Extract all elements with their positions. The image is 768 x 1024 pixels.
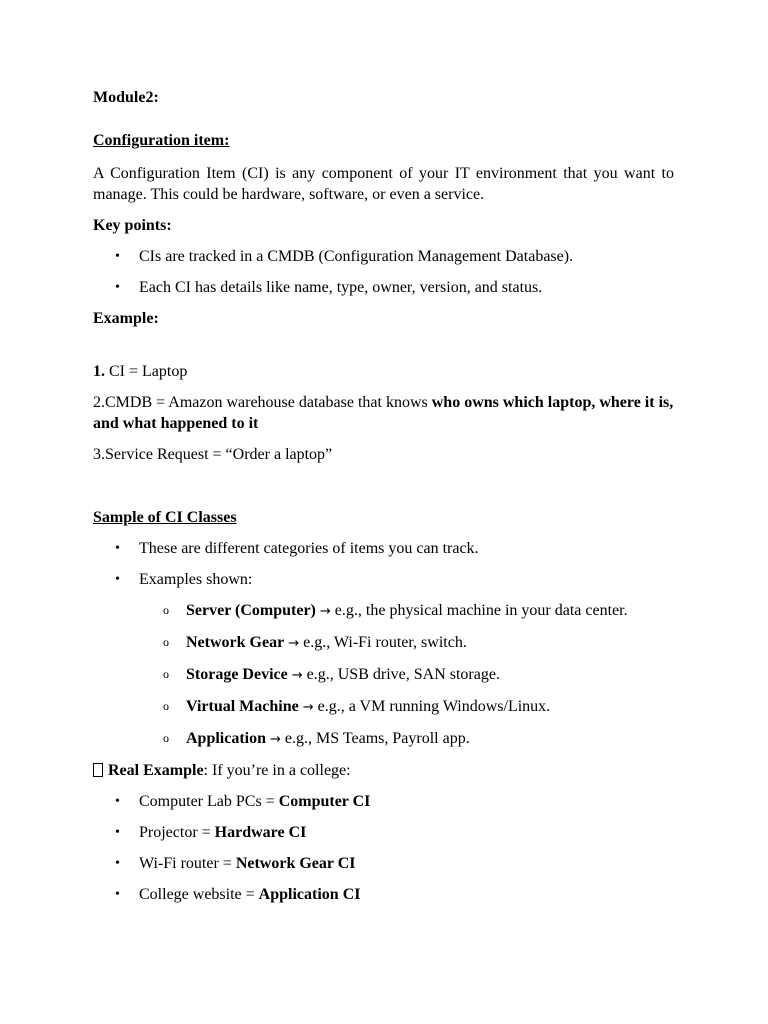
list-item <box>93 696 674 718</box>
missing-glyph-icon <box>93 763 103 777</box>
classes-point-text: These are different categories of items you can track. <box>139 540 479 557</box>
bullet-icon: • <box>115 794 120 809</box>
class-desc: e.g., MS Teams, Payroll app. <box>280 730 470 747</box>
circle-bullet-icon: o <box>163 603 169 617</box>
real-example-rest: : If you’re in a college: <box>203 762 351 779</box>
document-page <box>93 87 674 905</box>
circle-bullet-icon: o <box>163 635 169 649</box>
key-point-text: CIs are tracked in a CMDB (Configuration Management Database). <box>139 248 574 265</box>
list-item <box>93 277 674 298</box>
example-2 <box>93 392 674 434</box>
real-example-list <box>93 791 674 905</box>
list-item <box>93 246 674 267</box>
arrow-right-icon: → <box>270 732 281 747</box>
classes-heading: Sample of CI Classes <box>93 509 237 526</box>
arrow-right-icon: → <box>302 700 314 715</box>
real-example-line <box>93 760 674 781</box>
class-name: Application <box>186 730 267 747</box>
ci-heading: Configuration item: <box>93 132 230 149</box>
arrow-right-icon: → <box>319 604 331 619</box>
classes-point-text: Examples shown: <box>139 571 253 588</box>
class-desc: e.g., the physical machine in your data center. <box>330 602 628 619</box>
real-item-bold: Network Gear CI <box>235 855 356 872</box>
bullet-icon: • <box>115 541 120 556</box>
circle-bullet-icon: o <box>163 731 169 745</box>
real-item-text: Wi-Fi router = <box>139 855 236 872</box>
list-item <box>93 632 674 654</box>
real-item-text: Computer Lab PCs = <box>139 793 279 810</box>
example-2-bold: who owns which laptop, where it is, and what happened to it <box>93 394 674 432</box>
list-item <box>93 664 674 686</box>
class-desc: e.g., USB drive, SAN storage. <box>302 666 500 683</box>
example-3: 3.Service Request = “Order a laptop” <box>93 446 333 463</box>
list-item <box>93 728 674 750</box>
bullet-icon: • <box>115 825 120 840</box>
key-point-text: Each CI has details like name, type, owner, version, and status. <box>139 279 543 296</box>
class-desc: e.g., a VM running Windows/Linux. <box>313 698 551 715</box>
ci-definition: A Configuration Item (CI) is any component of your IT environment that you want to manage. This could be hardware, software, or even a service. <box>93 165 674 203</box>
bullet-icon: • <box>115 572 120 587</box>
list-item <box>93 791 674 812</box>
example-1-text: CI = Laptop <box>105 363 188 380</box>
real-example-label: Real Example <box>108 762 204 779</box>
bullet-icon: • <box>115 249 120 264</box>
real-item-bold: Hardware CI <box>214 824 307 841</box>
class-desc: e.g., Wi-Fi router, switch. <box>299 634 467 651</box>
circle-bullet-icon: o <box>163 667 169 681</box>
bullet-icon: • <box>115 887 120 902</box>
class-name: Network Gear <box>186 634 285 651</box>
circle-bullet-icon: o <box>163 699 169 713</box>
real-item-text: Projector = <box>139 824 215 841</box>
real-item-bold: Computer CI <box>278 793 371 810</box>
class-name: Server (Computer) <box>186 602 316 619</box>
example-1 <box>93 361 674 382</box>
list-item <box>93 538 674 559</box>
key-points-list <box>93 246 674 298</box>
class-name: Storage Device <box>186 666 288 683</box>
list-item <box>93 822 674 843</box>
key-points-heading: Key points: <box>93 217 172 234</box>
list-item <box>93 884 674 905</box>
arrow-right-icon: → <box>291 668 303 683</box>
real-item-text: College website = <box>139 886 259 903</box>
example-2-text: 2.CMDB = Amazon warehouse database that knows <box>93 394 432 411</box>
example-heading: Example: <box>93 310 159 327</box>
classes-points-list <box>93 538 674 590</box>
bullet-icon: • <box>115 280 120 295</box>
module-title: Module2: <box>93 89 159 106</box>
ci-classes-list <box>93 600 674 750</box>
list-item <box>93 600 674 622</box>
real-item-bold: Application CI <box>258 886 361 903</box>
example-1-number: 1. <box>93 363 105 380</box>
class-name: Virtual Machine <box>186 698 299 715</box>
list-item <box>93 569 674 590</box>
arrow-right-icon: → <box>288 636 300 651</box>
bullet-icon: • <box>115 856 120 871</box>
list-item <box>93 853 674 874</box>
